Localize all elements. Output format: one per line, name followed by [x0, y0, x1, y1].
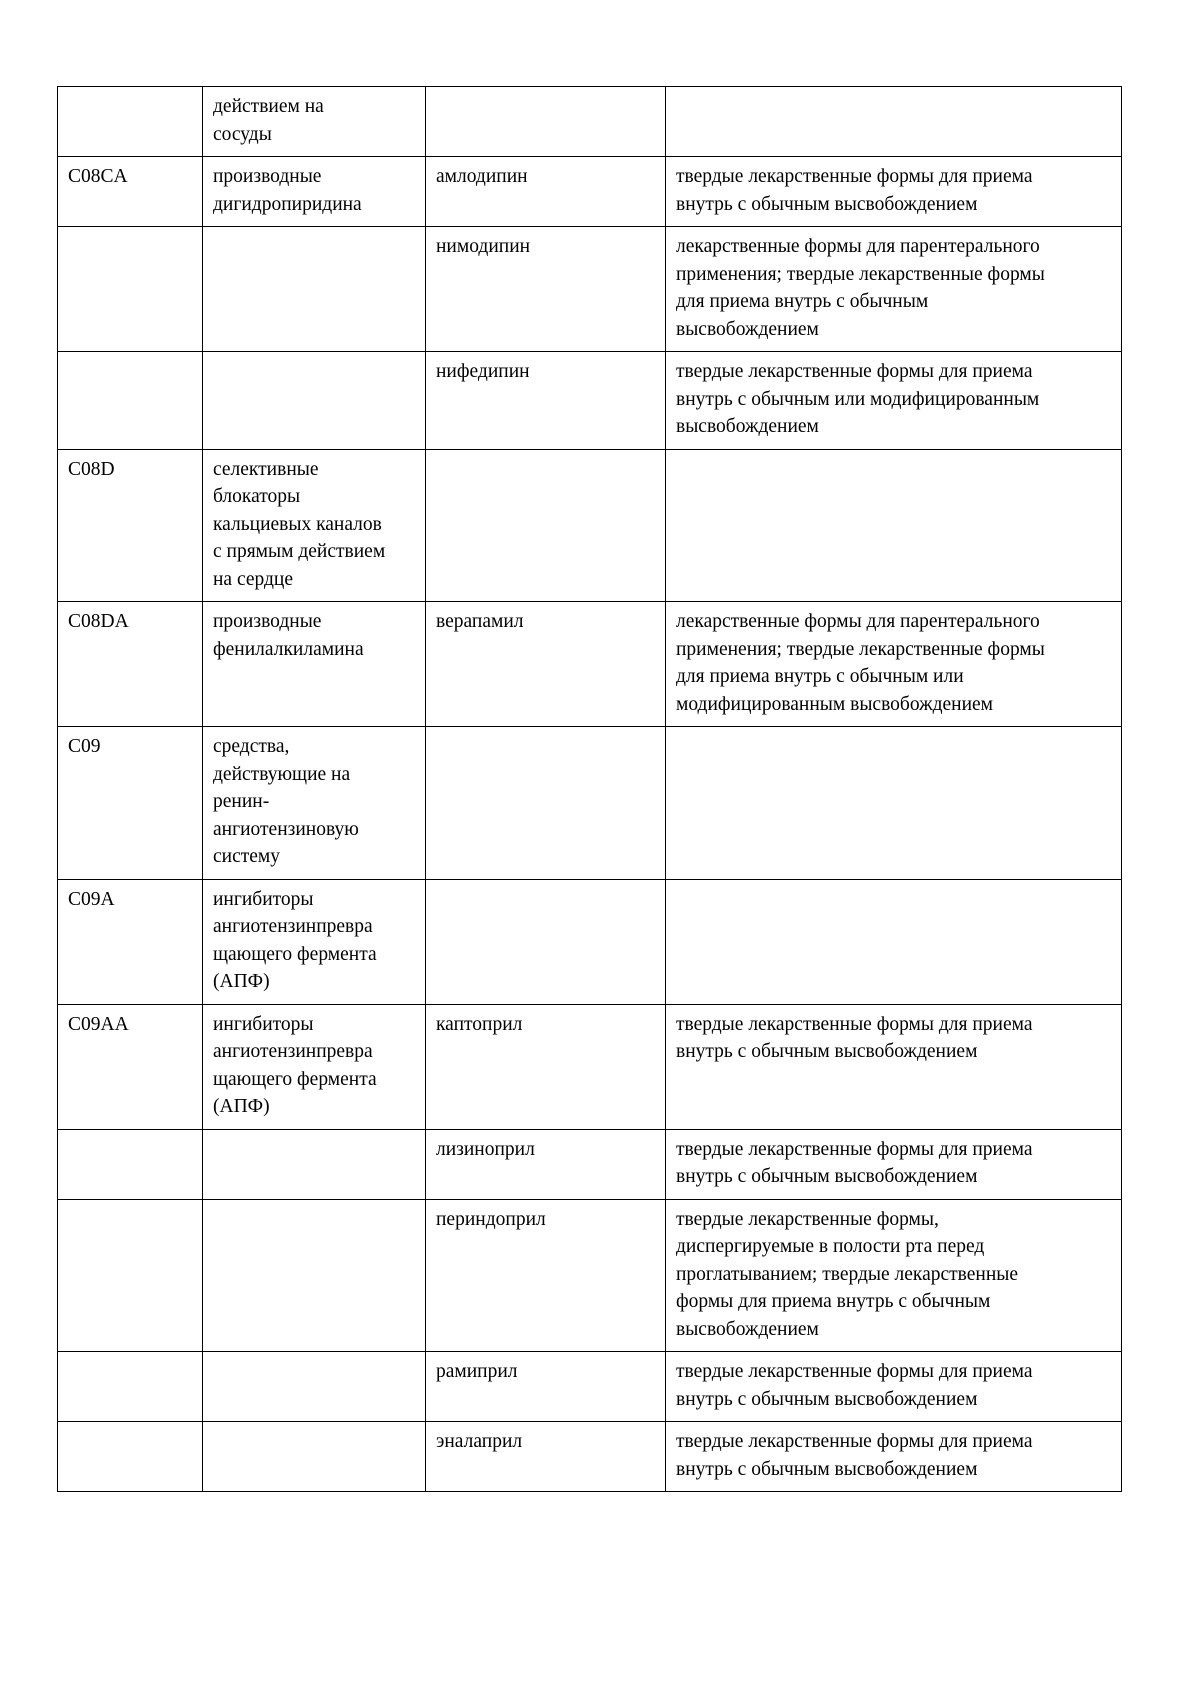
- drug-name-cell: лизиноприл: [426, 1129, 666, 1199]
- table-row: [58, 1004, 1122, 1129]
- dosage-form-cell: твердые лекарственные формы для приема внутрь с обычным высвобождением: [666, 157, 1122, 227]
- dosage-form-cell: [666, 727, 1122, 880]
- atc-code-cell: [58, 1129, 203, 1199]
- group-name-cell: [203, 1352, 426, 1422]
- drug-name-cell: [426, 449, 666, 602]
- atc-code-cell: [58, 1422, 203, 1492]
- dosage-form-cell: твердые лекарственные формы для приема внутрь с обычным высвобождением: [666, 1422, 1122, 1492]
- dosage-form-cell: твердые лекарственные формы для приема внутрь с обычным или модифицированным высвобождением: [666, 352, 1122, 450]
- group-name-cell: [203, 352, 426, 450]
- dosage-form-cell: лекарственные формы для парентерального применения; твердые лекарственные формы для приема внутрь с обычным или модифицированным высвобождением: [666, 602, 1122, 727]
- dosage-form-cell: [666, 449, 1122, 602]
- table-row: [58, 879, 1122, 1004]
- group-name-cell: селективные блокаторы кальциевых каналов с прямым действием на сердце: [203, 449, 426, 602]
- table-row: [58, 449, 1122, 602]
- dosage-form-cell: твердые лекарственные формы для приема внутрь с обычным высвобождением: [666, 1004, 1122, 1129]
- group-name-cell: ингибиторы ангиотензинпревра щающего фермента (АПФ): [203, 879, 426, 1004]
- drug-name-cell: [426, 87, 666, 157]
- drug-name-cell: нифедипин: [426, 352, 666, 450]
- table-row: [58, 727, 1122, 880]
- drug-name-cell: амлодипин: [426, 157, 666, 227]
- table-row: [58, 1199, 1122, 1352]
- group-name-cell: средства, действующие на ренин- ангиотензиновую систему: [203, 727, 426, 880]
- atc-code-cell: [58, 1199, 203, 1352]
- dosage-form-cell: твердые лекарственные формы для приема внутрь с обычным высвобождением: [666, 1352, 1122, 1422]
- table-row: [58, 1422, 1122, 1492]
- atc-code-cell: C09A: [58, 879, 203, 1004]
- drug-name-cell: [426, 727, 666, 880]
- table-row: [58, 352, 1122, 450]
- group-name-cell: [203, 1422, 426, 1492]
- drug-name-cell: нимодипин: [426, 227, 666, 352]
- dosage-form-cell: [666, 879, 1122, 1004]
- table-row: [58, 227, 1122, 352]
- atc-code-cell: [58, 227, 203, 352]
- atc-code-cell: [58, 352, 203, 450]
- dosage-form-cell: [666, 87, 1122, 157]
- group-name-cell: [203, 1199, 426, 1352]
- group-name-cell: [203, 227, 426, 352]
- drug-name-cell: [426, 879, 666, 1004]
- drug-table: [57, 86, 1122, 1492]
- dosage-form-cell: лекарственные формы для парентерального применения; твердые лекарственные формы для приема внутрь с обычным высвобождением: [666, 227, 1122, 352]
- group-name-cell: действием на сосуды: [203, 87, 426, 157]
- atc-code-cell: C09: [58, 727, 203, 880]
- table-row: [58, 157, 1122, 227]
- atc-code-cell: [58, 1352, 203, 1422]
- drug-name-cell: эналаприл: [426, 1422, 666, 1492]
- group-name-cell: производные фенилалкиламина: [203, 602, 426, 727]
- drug-name-cell: верапамил: [426, 602, 666, 727]
- atc-code-cell: [58, 87, 203, 157]
- table-row: [58, 1129, 1122, 1199]
- group-name-cell: производные дигидропиридина: [203, 157, 426, 227]
- group-name-cell: [203, 1129, 426, 1199]
- dosage-form-cell: твердые лекарственные формы, диспергируемые в полости рта перед проглатыванием; твердые лекарственные формы для приема внутрь с обычным высвобождением: [666, 1199, 1122, 1352]
- atc-code-cell: C08CA: [58, 157, 203, 227]
- drug-name-cell: рамиприл: [426, 1352, 666, 1422]
- table-row: [58, 87, 1122, 157]
- table-row: [58, 602, 1122, 727]
- drug-name-cell: каптоприл: [426, 1004, 666, 1129]
- atc-code-cell: C08D: [58, 449, 203, 602]
- drug-name-cell: периндоприл: [426, 1199, 666, 1352]
- group-name-cell: ингибиторы ангиотензинпревра щающего фермента (АПФ): [203, 1004, 426, 1129]
- table-body: [58, 87, 1122, 1492]
- atc-code-cell: C09AA: [58, 1004, 203, 1129]
- atc-code-cell: C08DA: [58, 602, 203, 727]
- table-row: [58, 1352, 1122, 1422]
- dosage-form-cell: твердые лекарственные формы для приема внутрь с обычным высвобождением: [666, 1129, 1122, 1199]
